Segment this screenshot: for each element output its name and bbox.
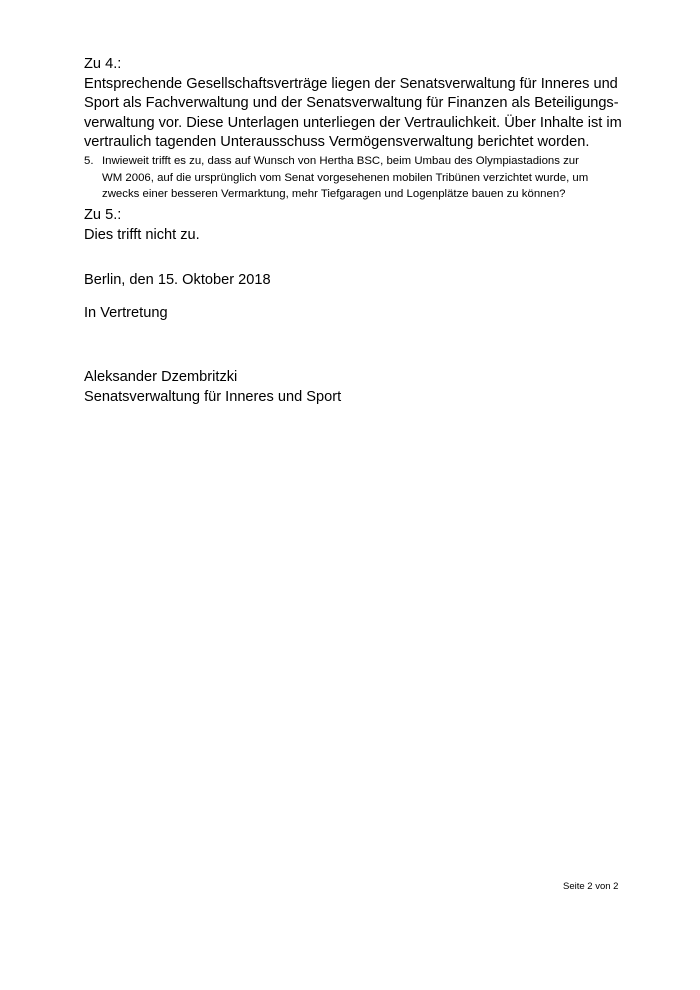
answer-4-line-1: Entsprechende Gesellschaftsverträge liegen der Senatsverwaltung für Inneres und [84, 75, 618, 92]
answer-4-line-2: Sport als Fachverwaltung und der Senatsverwaltung für Finanzen als Beteiligungs- [84, 95, 619, 111]
signature-block [84, 368, 624, 407]
question-5-line-3: zwecks einer besseren Vermarktung, mehr Tiefgaragen und Logenplätze bauen zu können? [102, 188, 566, 201]
answer-5-section [84, 206, 624, 245]
representation-note [84, 304, 624, 324]
question-5-number: 5. [84, 155, 94, 167]
representation-text: In Vertretung [84, 305, 168, 321]
place-date [84, 271, 624, 291]
answer-4-section [84, 55, 624, 153]
signatory-name: Aleksander Dzembritzki [84, 369, 238, 385]
question-5-line-1: Inwieweit trifft es zu, dass auf Wunsch von Hertha BSC, beim Umbau des Olympiastadions zur [102, 155, 579, 167]
signatory-office: Senatsverwaltung für Inneres und Sport [84, 388, 342, 405]
answer-4-line-3: verwaltung vor. Diese Unterlagen unterliegen der Vertraulichkeit. Über Inhalte ist im [84, 114, 622, 131]
question-5-text [102, 153, 624, 203]
page-number-footer: Seite 2 von 2 [563, 881, 619, 892]
answer-4-heading: Zu 4.: [84, 56, 122, 72]
answer-4-line-4: vertraulich tagenden Unterausschuss Vermögensverwaltung berichtet worden. [84, 134, 590, 150]
answer-5-text: Dies trifft nicht zu. [84, 226, 200, 243]
place-date-text: Berlin, den 15. Oktober 2018 [84, 272, 271, 288]
question-5-line-2: WM 2006, auf die ursprünglich vom Senat vorgesehenen mobilen Tribünen verzichtet wurde, um [102, 171, 589, 184]
answer-5-heading: Zu 5.: [84, 207, 122, 223]
